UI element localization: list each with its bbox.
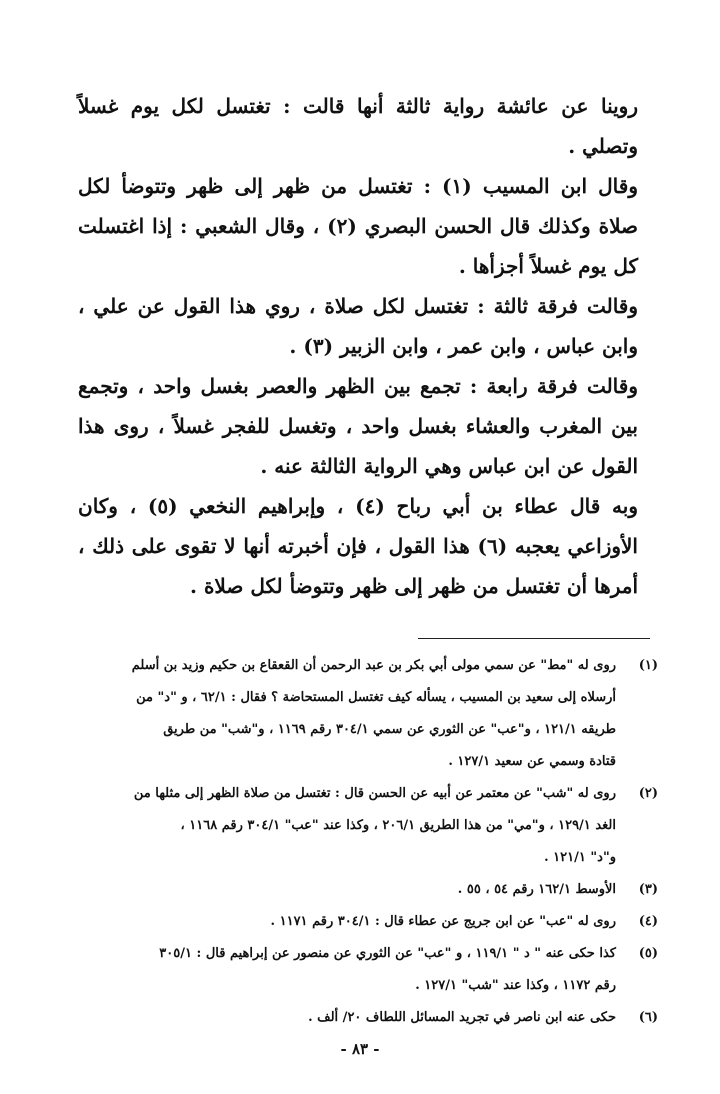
footnote-line: و"د" ١٢١/١ .	[544, 850, 616, 865]
footnote-separator	[418, 638, 650, 639]
footnote-line: أرسلاه إلى سعيد بن المسيب ، يسأله كيف تغتسل المستحاضة ؟ فقال : ٦٢/١ ، و "د" من	[136, 690, 616, 705]
footnote	[78, 938, 658, 1002]
footnote-line: طريقه ١٢١/١ ، و"عب" عن الثوري عن سمي ٣٠٤/١ رقم ١١٦٩ ، و"شب" من طريق	[163, 722, 616, 737]
footnote-line: كذا حكى عنه " د " ١١٩/١ ، و "عب" عن الثوري عن منصور عن إبراهيم قال : ٣٠٥/١	[159, 946, 616, 961]
footnote-text	[78, 938, 616, 1002]
footnote-text	[78, 1002, 616, 1034]
footnote	[78, 906, 658, 938]
footnote	[78, 874, 658, 906]
footnote-line: روى له "مط" عن سمي مولى أبي بكر بن عبد الرحمن أن القعقاع بن حكيم وزيد بن أسلم	[131, 658, 616, 673]
paragraph: وقال ابن المسيب (١) : تغتسل من ظهر إلى ظهر وتتوضأ لكل صلاة وكذلك قال الحسن البصري (٢) ، وقال الشعبي : إذا اغتسلت كل يوم غسلاً أجزأها .	[78, 174, 638, 278]
footnote-line: قتادة وسمي عن سعيد ١٢٧/١ .	[448, 754, 616, 769]
footnotes	[78, 650, 658, 1034]
footnote-number: (٤)	[638, 914, 658, 929]
footnote	[78, 650, 658, 778]
footnote-line: روى له "شب" عن معتمر عن أبيه عن الحسن قال : تغتسل من صلاة الظهر إلى مثلها من	[133, 786, 616, 801]
footnote-number: (١)	[638, 658, 658, 673]
footnote-line: حكى عنه ابن ناصر في تجريد المسائل اللطاف ٢٠/ ألف .	[308, 1010, 616, 1025]
footnote-text	[78, 874, 616, 906]
paragraph: وقالت فرقة ثالثة : تغتسل لكل صلاة ، روي هذا القول عن علي ، وابن عباس ، وابن عمر ، وابن الزبير (٣) .	[78, 294, 638, 358]
footnote-number: (٥)	[638, 946, 658, 961]
paragraph: وقالت فرقة رابعة : تجمع بين الظهر والعصر بغسل واحد ، وتجمع بين المغرب والعشاء بغسل واحد ، وتغسل للفجر غسلاً ، روى هذا القول عن ابن عباس وهي الرواية الثالثة عنه .	[78, 374, 638, 478]
footnote-text	[78, 650, 616, 778]
footnote-text	[78, 906, 616, 938]
footnote-line: الأوسط ١٦٢/١ رقم ٥٤ ، ٥٥ .	[457, 882, 616, 897]
footnote	[78, 778, 658, 874]
paragraph: وبه قال عطاء بن أبي رباح (٤) ، وإبراهيم النخعي (٥) ، وكان الأوزاعي يعجبه (٦) هذا القول ، فإن أخبرته أنها لا تقوى على ذلك ، أمرها أن تغتسل من ظهر إلى ظهر وتتوضأ لكل صلاة .	[78, 494, 638, 598]
main-text	[78, 86, 638, 606]
footnote-line: روى له "عب" عن ابن جريج عن عطاء قال : ٣٠٤/١ رقم ١١٧١ .	[270, 914, 616, 929]
footnote	[78, 1002, 658, 1034]
footnote-line: رقم ١١٧٢ ، وكذا عند "شب" ١٢٧/١ .	[415, 978, 616, 993]
footnote-text	[78, 778, 616, 874]
footnote-number: (٣)	[638, 882, 658, 897]
footnote-line: الغد ١٢٩/١ ، و"مي" من هذا الطريق ٢٠٦/١ ، وكذا عند "عب" ٣٠٤/١ رقم ١١٦٨ ،	[180, 818, 616, 833]
footnote-number: (٢)	[638, 786, 658, 801]
page-number: - ٨٣ -	[340, 1040, 380, 1058]
paragraph: روينا عن عائشة رواية ثالثة أنها قالت : تغتسل لكل يوم غسلاً وتصلي .	[78, 94, 638, 158]
footnote-number: (٦)	[638, 1010, 658, 1025]
